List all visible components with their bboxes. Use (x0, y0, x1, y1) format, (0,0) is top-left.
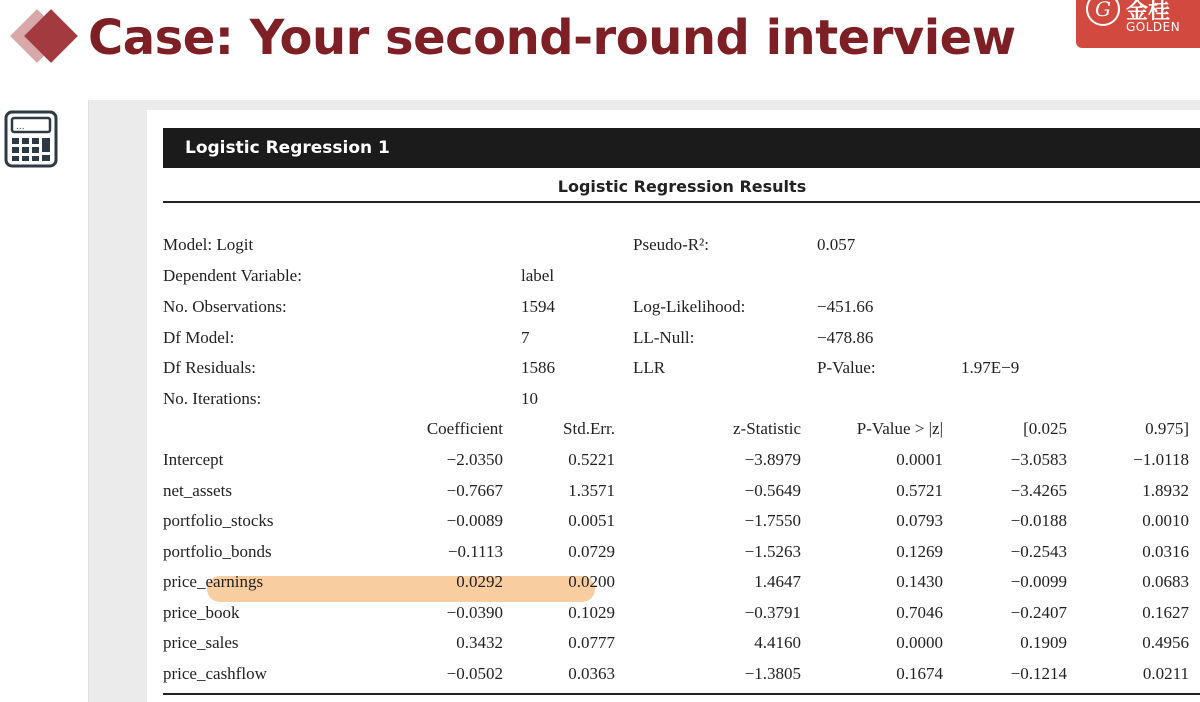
table-cell: 1.3571 (568, 481, 615, 500)
brand-logo (1076, 0, 1200, 48)
table-cell: 0.7046 (896, 603, 943, 622)
summary-label: Log-Likelihood: (633, 297, 746, 316)
column-header: 0.975] (1145, 419, 1189, 438)
table-cell: 0.0316 (1142, 542, 1189, 561)
row-label: price_cashflow (163, 664, 267, 683)
table-cell: 0.0000 (896, 633, 943, 652)
summary-value: P-Value: (817, 358, 876, 377)
table-cell: 0.0729 (568, 542, 615, 561)
table-cell: 0.0211 (1142, 664, 1189, 683)
title-diamond-icon (12, 6, 78, 66)
summary-value: 1594 (521, 297, 555, 316)
svg-text:...: ... (16, 122, 25, 132)
results-title: Logistic Regression Results (557, 177, 807, 196)
table-cell: −0.7667 (446, 481, 503, 500)
table-cell: −3.0583 (1010, 450, 1067, 469)
summary-label: Model: Logit (163, 235, 254, 254)
summary-label: Pseudo-R²: (633, 235, 709, 254)
summary-value: label (521, 266, 555, 285)
table-cell: −0.1214 (1010, 664, 1067, 683)
table-cell: 0.0051 (568, 511, 615, 530)
table-cell: 0.1627 (1142, 603, 1189, 622)
column-header: [0.025 (1023, 419, 1067, 438)
row-label: price_book (163, 603, 240, 622)
table-cell: 0.1430 (896, 572, 943, 591)
table-cell: 0.0363 (568, 664, 615, 683)
top-rule (163, 201, 1200, 203)
summary-value: 7 (521, 328, 530, 347)
logo-text-cn: 金桂 (1126, 0, 1171, 24)
table-cell: −0.0390 (446, 603, 503, 622)
summary-label: No. Iterations: (163, 389, 262, 408)
summary-value: −451.66 (817, 297, 874, 316)
table-cell: −0.2407 (1010, 603, 1067, 622)
table-cell: −0.3791 (744, 603, 801, 622)
table-cell: −2.0350 (446, 450, 503, 469)
table-cell: 0.0683 (1142, 572, 1189, 591)
column-header: Std.Err. (563, 419, 615, 438)
table-cell: −0.5649 (744, 481, 801, 500)
table-cell: −0.0502 (446, 664, 503, 683)
row-label: price_earnings (163, 572, 264, 591)
column-header: z-Statistic (733, 419, 801, 438)
table-cell: −1.0118 (1133, 450, 1189, 469)
summary-value: 1.97E−9 (961, 358, 1020, 377)
row-label: Intercept (163, 450, 224, 469)
section-banner: Logistic Regression 1 (163, 128, 1200, 168)
column-header: Coefficient (426, 419, 503, 438)
table-cell: 0.5221 (568, 450, 615, 469)
table-cell: −0.0099 (1010, 572, 1067, 591)
table-cell: 1.8932 (1142, 481, 1189, 500)
table-cell: −1.3805 (744, 664, 801, 683)
row-label: net_assets (163, 481, 232, 500)
table-cell: 0.0777 (568, 633, 615, 652)
table-cell: 0.0793 (896, 511, 943, 530)
bottom-rule (163, 693, 1200, 695)
row-label: portfolio_bonds (163, 542, 272, 561)
table-cell: −0.0188 (1010, 511, 1067, 530)
regression-screenshot (88, 100, 1200, 702)
logo-text-en: GOLDEN (1126, 20, 1181, 34)
table-cell: 0.3432 (456, 633, 503, 652)
logo-seal-icon: G (1086, 0, 1120, 26)
table-cell: −0.1113 (447, 542, 503, 561)
table-cell: 1.4647 (754, 572, 801, 591)
table-cell: 0.1909 (1020, 633, 1067, 652)
table-cell: 0.0200 (568, 572, 615, 591)
calculator-icon (4, 110, 58, 168)
summary-value: 0.057 (817, 235, 856, 254)
summary-value: 10 (521, 389, 538, 408)
table-cell: −0.2543 (1010, 542, 1067, 561)
table-cell: −0.0089 (446, 511, 503, 530)
summary-label: Dependent Variable: (163, 266, 302, 285)
table-cell: 0.1674 (896, 664, 943, 683)
summary-value: 1586 (521, 358, 555, 377)
summary-label: LL-Null: (633, 328, 695, 347)
table-cell: 0.0010 (1142, 511, 1189, 530)
table-cell: 0.5721 (896, 481, 943, 500)
summary-value: −478.86 (817, 328, 874, 347)
table-cell: −3.4265 (1010, 481, 1067, 500)
table-cell: 0.0292 (456, 572, 503, 591)
table-cell: −3.8979 (744, 450, 801, 469)
table-cell: −1.5263 (744, 542, 801, 561)
summary-label: Df Residuals: (163, 358, 257, 377)
column-header: P-Value > |z| (856, 419, 943, 438)
table-cell: 4.4160 (754, 633, 801, 652)
table-cell: 0.4956 (1142, 633, 1189, 652)
table-cell: 0.0001 (896, 450, 943, 469)
table-cell: 0.1029 (568, 603, 615, 622)
summary-label: LLR (633, 358, 666, 377)
row-label: price_sales (163, 633, 239, 652)
slide-title: Case: Your second-round interview (88, 10, 1016, 66)
table-cell: 0.1269 (896, 542, 943, 561)
regression-document (147, 110, 1200, 702)
table-cell: −1.7550 (744, 511, 801, 530)
summary-label: No. Observations: (163, 297, 287, 316)
summary-label: Df Model: (163, 328, 235, 347)
row-label: portfolio_stocks (163, 511, 274, 530)
